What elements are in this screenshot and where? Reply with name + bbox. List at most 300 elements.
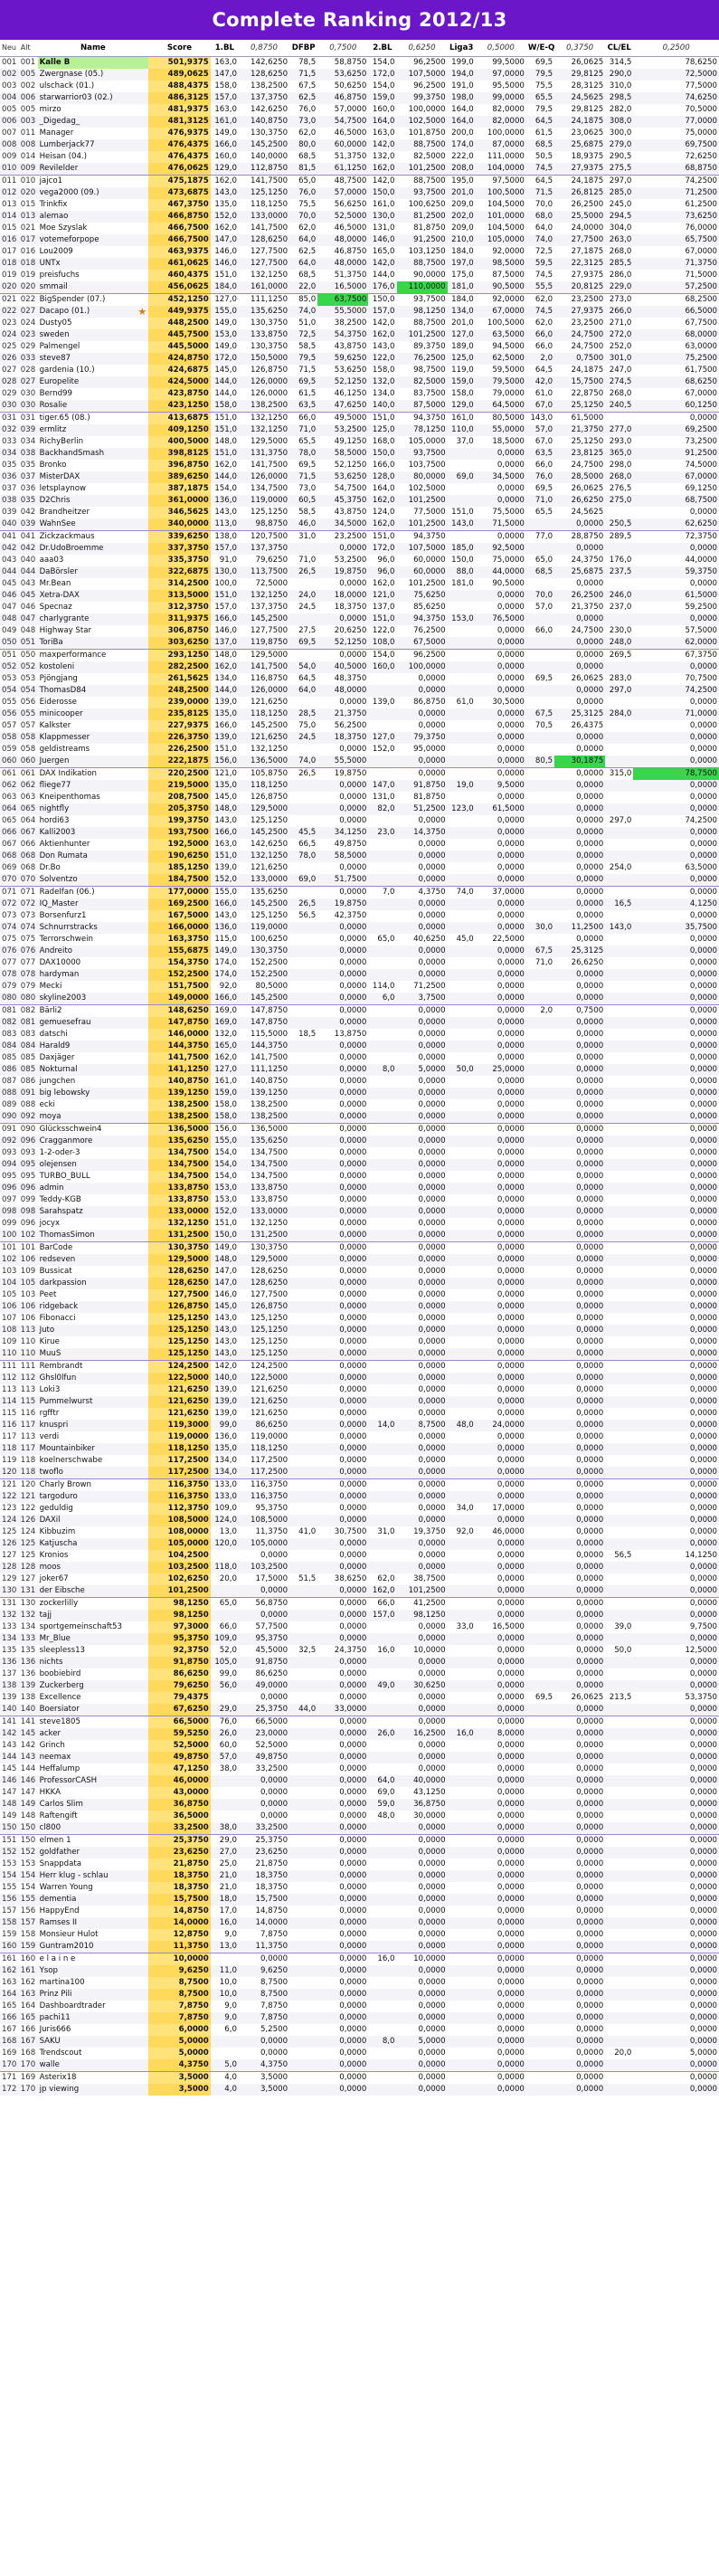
bl1-weighted: 130,3750 <box>239 946 289 957</box>
weq-points <box>526 887 554 899</box>
bl1-points: 135,0 <box>214 200 237 209</box>
table-row <box>0 1420 719 1431</box>
dfbp-weighted: 61,1250 <box>317 163 368 176</box>
bl2-points: 160,0 <box>368 661 396 673</box>
player-name: sweden <box>38 329 149 341</box>
rank-new: 105 <box>2 1290 17 1299</box>
bl1-points: 161,0 <box>214 1077 237 1086</box>
rank-old: 060 <box>19 756 38 768</box>
clel-weighted: 74,2500 <box>685 176 717 185</box>
liga3-weighted: 0,0000 <box>497 1385 525 1394</box>
liga3-weighted: 0,0000 <box>497 982 525 991</box>
bl1-points: 136,0 <box>211 495 239 507</box>
clel-points <box>605 2001 633 2012</box>
total-score: 293,1250 <box>148 650 211 662</box>
bl1-points: 143,0 <box>214 1337 237 1346</box>
total-score: 235,8125 <box>148 708 211 720</box>
dfbp-points <box>289 1657 317 1668</box>
bl1-points: 147,0 <box>211 69 239 81</box>
weq-weighted: 27,1875 <box>571 247 604 256</box>
rank-old: 103 <box>20 1290 36 1299</box>
clel-weighted: 61,7500 <box>685 366 717 375</box>
rank-old: 045 <box>19 590 38 602</box>
weq-weighted: 0,0000 <box>554 2084 605 2096</box>
bl1-points: 115,0 <box>214 935 237 944</box>
bl1-weighted: 121,6250 <box>239 1396 289 1408</box>
weq-weighted: 0,0000 <box>554 1657 605 1668</box>
bl2-weighted: 0,0000 <box>397 946 448 957</box>
player-name: MuuS <box>38 1348 149 1361</box>
player-name: goldfather <box>38 1847 149 1858</box>
bl1-points: 151,0 <box>211 448 239 460</box>
dfbp-points <box>289 1538 317 1550</box>
liga3-points <box>448 1668 476 1680</box>
bl1-points: 150,0 <box>211 1230 239 1242</box>
dfbp-points <box>289 1408 317 1420</box>
weq-weighted: 0,0000 <box>554 1610 605 1621</box>
clel-weighted: 65,7500 <box>633 234 719 246</box>
weq-points <box>526 1799 554 1811</box>
total-score: 126,8750 <box>148 1301 211 1313</box>
clel-weighted: 0,0000 <box>633 613 719 625</box>
clel-points: 301,0 <box>605 353 633 365</box>
weq-points <box>526 993 554 1005</box>
bl2-points: 143,0 <box>372 342 395 351</box>
clel-points <box>605 1218 633 1230</box>
rank-old: 099 <box>20 1195 36 1204</box>
dfbp-points <box>289 1041 317 1052</box>
dfbp-points: 27,5 <box>298 626 317 635</box>
liga3-weighted: 18,5000 <box>492 437 525 446</box>
dfbp-weighted: 0,0000 <box>317 1064 368 1076</box>
liga3-weighted: 0,0000 <box>476 1325 526 1336</box>
rank-old: 093 <box>20 1148 36 1157</box>
clel-weighted: 71,0000 <box>633 708 719 720</box>
liga3-weighted: 0,0000 <box>476 1633 526 1645</box>
table-row <box>0 1787 719 1799</box>
total-score: 116,3750 <box>148 1479 211 1492</box>
liga3-weighted: 24,0000 <box>476 1420 526 1431</box>
total-score: 169,2500 <box>148 898 211 910</box>
clel-weighted: 0,0000 <box>689 982 717 991</box>
clel-points: 297,0 <box>605 685 633 697</box>
dfbp-points <box>289 1989 317 2001</box>
bl1-weighted: 98,8750 <box>239 518 289 531</box>
dfbp-points <box>289 2001 317 2012</box>
liga3-weighted: 90,5000 <box>492 579 525 588</box>
liga3-weighted: 0,0000 <box>497 721 525 730</box>
clel-weighted: 77,5000 <box>685 81 717 90</box>
clel-points: 248,0 <box>605 637 633 650</box>
dfbp-points <box>289 1929 317 1941</box>
bl2-points <box>368 839 396 851</box>
total-score: 148,6250 <box>148 1005 211 1018</box>
liga3-points <box>448 685 476 697</box>
weq-points: 61,5 <box>535 128 553 138</box>
dfbp-weighted: 0,0000 <box>339 1717 367 1726</box>
liga3-weighted: 0,0000 <box>476 1894 526 1906</box>
weq-points <box>526 1573 554 1585</box>
liga3-weighted: 0,0000 <box>497 1717 525 1726</box>
rank-old: 016 <box>20 247 36 256</box>
rank-old: 106 <box>19 1301 38 1313</box>
liga3-points <box>448 483 476 495</box>
rank-old: 144 <box>20 1764 36 1773</box>
clel-points: 50,0 <box>614 1646 632 1655</box>
bl2-points: 159,0 <box>368 92 396 104</box>
player-name: darkpassion <box>38 1278 149 1289</box>
bl2-points <box>368 720 396 732</box>
bl1-points: 146,0 <box>211 258 239 270</box>
table-row <box>0 981 719 993</box>
weq-points: 71,5 <box>526 187 554 199</box>
clel-points <box>605 1147 633 1159</box>
bl2-weighted: 0,0000 <box>418 1551 446 1560</box>
player-name: BarCode <box>39 1243 73 1252</box>
weq-points <box>526 1467 554 1479</box>
clel-weighted: 0,0000 <box>633 1657 719 1668</box>
rank-new: 139 <box>2 1693 17 1702</box>
table-row <box>0 1361 719 1374</box>
table-row <box>0 1041 719 1052</box>
dfbp-weighted: 0,0000 <box>339 1172 367 1181</box>
table-row <box>0 957 719 969</box>
player-name: Mountainbiker <box>38 1443 149 1455</box>
rank-new: 081 <box>2 1006 17 1015</box>
clel-weighted: 0,0000 <box>633 1965 719 1977</box>
rank-new: 152 <box>0 1847 19 1858</box>
player-name: DAX Indikation <box>39 769 97 778</box>
weq-points <box>526 1515 554 1526</box>
weq-weighted: 0,0000 <box>554 1633 605 1645</box>
dfbp-weighted: 0,0000 <box>339 1504 367 1513</box>
rank-old: 006 <box>19 92 38 104</box>
weq-weighted: 0,0000 <box>554 1728 605 1740</box>
rank-new: 027 <box>2 366 17 375</box>
dfbp-points <box>289 1763 317 1775</box>
clel-points <box>605 1668 633 1680</box>
weq-weighted: 26,0625 <box>571 674 604 683</box>
table-row <box>0 1455 719 1467</box>
dfbp-weighted: 0,0000 <box>317 1847 368 1858</box>
dfbp-weighted: 24,3750 <box>334 1646 367 1655</box>
player-name: DAXil <box>38 1515 149 1526</box>
dfbp-weighted: 0,0000 <box>317 1752 368 1763</box>
table-row <box>0 1894 719 1906</box>
dfbp-weighted: 47,6250 <box>317 400 368 413</box>
rank-old: 075 <box>20 935 36 944</box>
clel-points: 268,0 <box>605 471 633 483</box>
liga3-points <box>448 732 476 744</box>
clel-points: 39,0 <box>614 1622 632 1631</box>
liga3-weighted: 55,0000 <box>476 424 526 436</box>
rank-old: 160 <box>20 1954 36 1963</box>
player-name: Snappdata <box>39 1859 81 1868</box>
liga3-points <box>448 1680 476 1692</box>
bl1-weighted: 134,7500 <box>239 1159 289 1171</box>
weq-points <box>526 1147 554 1159</box>
bl1-points: 166,0 <box>211 898 239 910</box>
clel-weighted: 0,0000 <box>633 1111 719 1124</box>
table-row <box>0 1645 719 1657</box>
rank-old: 077 <box>20 958 36 967</box>
bl2-points: 158,0 <box>372 366 395 375</box>
player-name: IQ_Master <box>38 898 149 910</box>
dfbp-weighted: 0,0000 <box>339 1195 367 1204</box>
weq-points <box>526 744 554 756</box>
total-score: 129,5000 <box>148 1254 211 1266</box>
player-name: vega2000 (09.) <box>38 187 149 199</box>
rank-old: 116 <box>20 1409 36 1418</box>
clel-weighted: 0,0000 <box>633 1752 719 1763</box>
weq-points <box>526 1017 554 1029</box>
clel-points: 268,0 <box>609 247 632 256</box>
total-score: 130,3750 <box>148 1242 211 1255</box>
dfbp-points <box>289 1716 317 1729</box>
table-row <box>0 365 719 376</box>
liga3-weighted: 79,0000 <box>492 389 525 398</box>
liga3-weighted: 76,5000 <box>476 613 526 625</box>
liga3-points <box>448 815 476 827</box>
bl1-points: 139,0 <box>211 1396 239 1408</box>
weq-points <box>526 1052 554 1064</box>
liga3-points <box>448 1977 476 1989</box>
rank-old: 030 <box>20 389 36 398</box>
dfbp-weighted: 0,0000 <box>339 1125 367 1134</box>
rank-old: 106 <box>19 1254 38 1266</box>
rank-new: 062 <box>0 780 19 792</box>
table-row <box>0 1929 719 1941</box>
rank-new: 075 <box>2 935 17 944</box>
bl1-points: 151,0 <box>214 745 237 754</box>
liga3-weighted: 0,0000 <box>476 1088 526 1099</box>
clel-weighted: 0,0000 <box>633 661 719 673</box>
dfbp-points <box>289 1633 317 1645</box>
rank-old: 039 <box>19 518 38 531</box>
total-score: 8,7500 <box>148 1989 211 2001</box>
weq-weighted: 26,4375 <box>571 721 604 730</box>
bl1-points: 27,0 <box>211 1847 239 1858</box>
weq-weighted: 0,0000 <box>576 1599 604 1608</box>
bl2-weighted: 0,0000 <box>418 1930 446 1939</box>
clel-points <box>605 1396 633 1408</box>
bl2-weighted: 5,0000 <box>397 1064 448 1076</box>
player-name: Rosalie <box>38 400 149 413</box>
total-score: 10,0000 <box>148 1953 211 1966</box>
weq-weighted: 0,0000 <box>576 1148 604 1157</box>
table-row <box>0 424 719 436</box>
weq-weighted: 0,0000 <box>576 1337 604 1346</box>
bl2-points <box>368 1977 396 1989</box>
bl1-points: 154,0 <box>214 484 237 493</box>
clel-weighted: 0,0000 <box>633 1894 719 1906</box>
bl1-points: 143,0 <box>211 1325 239 1336</box>
dfbp-weighted: 0,0000 <box>317 1088 368 1099</box>
weq-weighted: 0,0000 <box>554 969 605 981</box>
clel-points <box>605 1029 633 1041</box>
liga3-weighted: 0,0000 <box>476 969 526 981</box>
bl1-points: 155,0 <box>214 888 237 897</box>
bl1-weighted: 11,3750 <box>239 1941 289 1953</box>
bl2-weighted: 0,0000 <box>397 1894 448 1906</box>
total-score: 398,8125 <box>148 448 211 460</box>
rank-old: 111 <box>20 1362 36 1371</box>
rank-new: 103 <box>2 1267 17 1276</box>
weq-weighted: 0,0000 <box>554 661 605 673</box>
clel-weighted: 0,0000 <box>689 1717 717 1726</box>
table-row <box>0 413 719 425</box>
rank-new: 006 <box>0 116 19 128</box>
player-name: fliege77 <box>38 780 149 792</box>
rank-new: 029 <box>2 389 17 398</box>
bl2-weighted: 0,0000 <box>397 1254 448 1266</box>
player-name: joker67 <box>39 1574 69 1583</box>
liga3-points <box>448 839 476 851</box>
table-row <box>0 1538 719 1550</box>
total-score: 226,2500 <box>148 744 211 756</box>
dfbp-points <box>289 1752 317 1763</box>
bl1-weighted: 132,1250 <box>251 1219 289 1228</box>
dfbp-weighted: 0,0000 <box>317 2084 368 2096</box>
rank-new: 008 <box>0 139 19 151</box>
weq-weighted: 27,9375 <box>571 271 604 280</box>
total-score: 199,3750 <box>148 815 211 827</box>
liga3-weighted: 64,5000 <box>476 400 526 413</box>
weq-weighted: 0,0000 <box>576 982 604 991</box>
clel-points <box>605 1977 633 1989</box>
player-name: ermlitz <box>38 424 149 436</box>
liga3-points <box>448 1431 476 1443</box>
clel-weighted: 0,0000 <box>689 1456 717 1465</box>
bl1-weighted: 25,3750 <box>239 1704 289 1716</box>
rank-old: 014 <box>20 152 36 161</box>
liga3-weighted: 82,0000 <box>476 116 526 128</box>
liga3-points <box>448 1099 476 1111</box>
liga3-points <box>448 1917 476 1929</box>
clel-weighted: 0,0000 <box>689 698 717 707</box>
rank-old: 020 <box>19 281 38 294</box>
bl1-points: 151,0 <box>214 413 237 423</box>
bl2-weighted: 0,0000 <box>397 1965 448 1977</box>
liga3-weighted: 0,0000 <box>476 590 526 602</box>
clel-points <box>605 1870 633 1882</box>
clel-points <box>605 1989 633 2001</box>
bl1-weighted: 118,1250 <box>239 1443 289 1455</box>
liga3-points <box>448 602 476 613</box>
liga3-points <box>448 1289 476 1301</box>
player-name: smmail <box>38 281 149 294</box>
dfbp-points <box>289 1431 317 1443</box>
bl1-points <box>211 1585 239 1598</box>
bl2-weighted: 89,3750 <box>413 342 446 351</box>
table-row <box>0 1147 719 1159</box>
table-row <box>0 1111 719 1124</box>
bl1-weighted: 125,1250 <box>239 1325 289 1336</box>
total-score: 7,8750 <box>148 2001 211 2012</box>
weq-weighted: 0,0000 <box>576 1456 604 1465</box>
clel-points: 240,5 <box>605 400 633 413</box>
header-1bl-weight: 0,8750 <box>239 40 289 57</box>
table-row <box>0 1230 719 1242</box>
rank-new: 102 <box>0 1254 19 1266</box>
bl2-points <box>368 874 396 887</box>
liga3-points <box>448 495 476 507</box>
player-name: Manager <box>39 128 74 138</box>
bl1-weighted: 132,1250 <box>251 271 289 280</box>
bl1-weighted: 0,0000 <box>239 1799 289 1811</box>
player-name: Fibonacci <box>39 1314 76 1323</box>
weq-points <box>526 1194 554 1206</box>
dfbp-points <box>289 1373 317 1384</box>
bl2-weighted: 0,0000 <box>397 1111 448 1124</box>
rank-old: 073 <box>20 911 36 920</box>
weq-weighted: 0,0000 <box>576 1811 604 1820</box>
bl2-points <box>368 1183 396 1194</box>
player-name: hordi63 <box>39 816 70 825</box>
clel-weighted: 0,0000 <box>689 1172 717 1181</box>
player-name: Andreito <box>38 946 149 957</box>
clel-weighted: 74,6250 <box>633 92 719 104</box>
dfbp-weighted: 58,8750 <box>334 58 367 67</box>
clel-points: 304,0 <box>609 223 632 233</box>
bl2-points <box>368 2024 396 2036</box>
bl2-weighted: 102,5000 <box>397 116 448 128</box>
rank-old: 136 <box>20 1669 36 1678</box>
bl1-points: 65,0 <box>219 1599 237 1608</box>
bl2-points <box>368 1041 396 1052</box>
liga3-weighted: 0,0000 <box>497 1290 525 1299</box>
bl2-points <box>368 2059 396 2072</box>
bl1-points: 142,0 <box>214 1362 237 1371</box>
dfbp-weighted: 20,6250 <box>334 626 367 635</box>
table-row <box>0 223 719 234</box>
clel-weighted: 69,2500 <box>633 424 719 436</box>
table-row <box>0 2024 719 2036</box>
bl2-points <box>368 1668 396 1680</box>
rank-old: 106 <box>20 1314 36 1323</box>
clel-weighted: 0,0000 <box>633 1373 719 1384</box>
weq-weighted: 0,0000 <box>576 888 604 897</box>
weq-weighted: 25,1250 <box>571 437 604 446</box>
bl2-points <box>368 1348 396 1361</box>
clel-points <box>605 1313 633 1325</box>
bl2-points: 151,0 <box>368 613 396 625</box>
bl2-weighted: 0,0000 <box>418 2073 446 2082</box>
player-name: skyline2003 <box>38 993 149 1005</box>
weq-points <box>526 1775 554 1787</box>
bl2-points <box>368 1538 396 1550</box>
bl1-weighted: 49,0000 <box>239 1680 289 1692</box>
bl2-weighted: 91,8750 <box>397 780 448 792</box>
dfbp-points <box>289 1585 317 1598</box>
dfbp-points <box>289 1692 317 1704</box>
liga3-points: 92,0 <box>456 1527 474 1536</box>
dfbp-weighted: 0,0000 <box>339 1219 367 1228</box>
clel-points: 268,0 <box>609 389 632 398</box>
total-score: 313,5000 <box>148 590 211 602</box>
total-score: 36,5000 <box>148 1811 211 1822</box>
rank-new: 070 <box>0 874 19 887</box>
bl1-points: 169,0 <box>211 1017 239 1029</box>
weq-weighted: 0,0000 <box>554 874 605 887</box>
table-row <box>0 1882 719 1894</box>
table-row <box>0 294 719 307</box>
liga3-weighted: 98,5000 <box>476 258 526 270</box>
dfbp-points: 62,0 <box>298 223 317 233</box>
player-name: steve1805 <box>39 1717 80 1726</box>
bl1-weighted: 66,5000 <box>255 1717 289 1726</box>
liga3-weighted: 94,5000 <box>492 342 525 351</box>
